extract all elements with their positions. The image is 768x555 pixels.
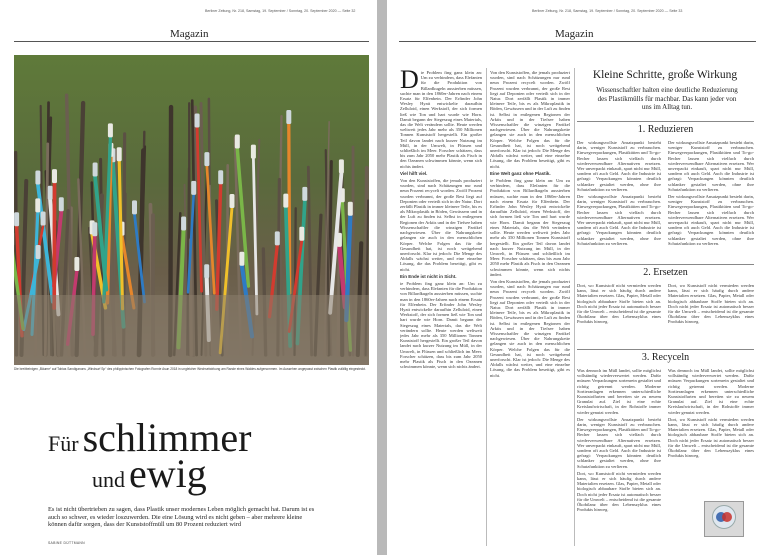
toothbrush-bristles — [275, 231, 280, 245]
left-page — [0, 0, 377, 555]
toothbrush-bristles — [14, 212, 19, 226]
step-1-text-cont: Der wirkungsvollste Ansatzpunkt besteht darin, weniger Kunststoff zu verbrauchen. Einwegverpackungen, Plastiktüten und To-go-Becher lassen sich vielfach durch wiederverwendbare Alternativen ersetzen. Wer unverpackt einkauft, spart nicht nur Müll, sondern oft auch Geld. Auch die Industrie ist gefragt: Verpackungen könnten deutlich schlanker gestaltet werden, ohne ihre Schutzfunktion zu verlieren. — [577, 194, 661, 246]
header-rule — [14, 41, 369, 42]
toothbrush-bristles — [92, 222, 97, 236]
toothbrush-bristles — [283, 194, 288, 208]
article-text-2: Von den Kunststoffen, die jemals produziert wurden, sind nach Schätzungen nur rund neun Prozent recycelt worden. Zwölf Prozent wurden verbrannt, der große Rest liegt auf Deponien oder verteilt sich in der Natur. Dort zerfällt Plastik in immer kleinere Teile, bis es als Mikroplastik in Böden, Gewässern und in der Luft zu finden ist. Selbst in entlegenen Regionen der Arktis und in der Tiefsee haben Wissenschaftler die winzigen Partikel nachgewiesen. Über die Nahrungskette gelangen sie auch in den menschlichen Körper. Welche Folgen das für die Gesundheit hat, ist noch weitgehend unerforscht. Klar ist jedoch: Die Menge des Abfalls wächst weiter, und eine einzelne Lösung, die das Problem beseitigt, gibt es nicht. — [490, 70, 570, 169]
toothbrush-bristles — [286, 110, 291, 124]
promo-badge-icon — [712, 505, 736, 529]
page-folio: Berliner Zeitung, Nr. 218, Samstag, 19. September / Sonntag, 20. September 2020 — Seite 33 — [532, 9, 683, 13]
toothbrush-bristles — [235, 135, 240, 149]
article-text-2c: Von den Kunststoffen, die jemals produziert wurden, sind nach Schätzungen nur rund neun Prozent recycelt worden. Zwölf Prozent wurden verbrannt, der große Rest liegt auf Deponien oder verteilt sich in der Natur. Dort zerfällt Plastik in immer kleinere Teile, bis es als Mikroplastik in Böden, Gewässern und in der Luft zu finden ist. Selbst in entlegenen Regionen der Arktis und in der Tiefsee haben Wissenschaftler die winzigen Partikel nachgewiesen. Über die Nahrungskette gelangen sie auch in den menschlichen Körper. Welche Folgen das für die Gesundheit hat, ist noch weitgehend unerforscht. Klar ist jedoch: Die Menge des Abfalls wächst weiter, und eine einzelne Lösung, die das Problem beseitigt, gibt es nicht. — [490, 278, 570, 378]
step-3-text-cont2: Dort, wo Kunststoff nicht vermieden werden kann, lässt er sich häufig durch andere Materialien ersetzen. Glas, Papier, Metall oder biologisch abbaubare Stoffe bieten sich an. Doch nicht jeder Ersatz ist automatisch besser für die Umwelt – entscheidend ist die gesamte Ökobilanz über den Lebenszyklus eines Produkts hinweg. — [577, 470, 661, 513]
toothbrush-bristles — [204, 264, 209, 278]
toothbrush-bristles — [302, 187, 307, 201]
toothbrush-bristles — [74, 257, 79, 271]
toothbrush-bristles — [41, 212, 46, 226]
article-column-2 — [490, 70, 570, 548]
toothbrush-bristles — [251, 145, 256, 159]
article-text-2b: ie Problem fing ganz klein an: Um zu verhindern, dass Elefanten für die Produktion von Billardkugeln aussterben müssen, suchte man in den 1860er-Jahren nach einem Ersatz für Elfenbein. Der Erfinder John Wesley Hyatt entwickelte daraufhin Zelluloid, einen Werkstoff, der sich formen ließ wie Ton und hart wurde wie Horn. Damit begann der Siegeszug eines Materials, das die Welt verändern sollte. Heute werden weltweit jedes Jahr mehr als 350 Millionen Tonnen Kunststoff hergestellt. Ein großer Teil davon landet nach kurzer Nutzung im Müll, in der Umwelt, in Flüssen und schließlich im Meer. Forscher schätzen, dass bis zum Jahr 2050 mehr Plastik als Fisch in den Ozeanen schwimmen könnte, wenn sich nichts ändert. — [490, 178, 570, 277]
step-2-text: Dort, wo Kunststoff nicht vermieden werden kann, lässt er sich häufig durch andere Materialien ersetzen. Glas, Papier, Metall oder biologisch abbaubare Stoffe bieten sich an. Doch nicht jeder Ersatz ist automatisch besser für die Umwelt – entscheidend ist die gesamte Ökobilanz über den Lebenszyklus eines Produkts hinweg. — [577, 283, 661, 325]
step-3-title: 3. Recyceln — [641, 352, 690, 363]
headline-line-2 — [48, 451, 251, 496]
article-text-1c: ie Problem fing ganz klein an: Um zu verhindern, dass Elefanten für die Produktion von Billardkugeln aussterben müssen, suchte man in den 1860er-Jahren nach einem Ersatz für Elfenbein. Der Erfinder John Wesley Hyatt entwickelte daraufhin Zelluloid, einen Werkstoff, der sich formen ließ wie Ton und hart wurde wie Horn. Damit begann der Siegeszug eines Materials, das die Welt verändern sollte. Heute werden weltweit jedes Jahr mehr als 350 Millionen Tonnen Kunststoff hergestellt. Ein großer Teil davon landet nach kurzer Nutzung im Müll, in der Umwelt, in Flüssen und schließlich im Meer. Forscher schätzen, dass bis zum Jahr 2050 mehr Plastik als Fisch in den Ozeanen schwimmen könnte, wenn sich nichts ändert. — [400, 280, 482, 370]
toothbrush-mangrove-photo — [14, 55, 369, 365]
toothbrush-bristles — [181, 217, 186, 231]
section-title: Magazin — [555, 28, 594, 40]
toothbrush-bristles — [339, 159, 344, 173]
step-2-text-left — [577, 283, 661, 345]
headline — [48, 415, 252, 496]
toothbrush-bristles — [348, 202, 353, 216]
step-3-text-b2: Dort, wo Kunststoff nicht vermieden werden kann, lässt er sich häufig durch andere Materialien ersetzen. Glas, Papier, Metall oder biologisch abbaubare Stoffe bieten sich an. Doch nicht jeder Ersatz ist automatisch besser für die Umwelt – entscheidend ist die gesamte Ökobilanz über den Lebenszyklus eines Produkts hinweg. — [668, 416, 754, 459]
toothbrush-bristles — [93, 163, 98, 177]
page-folio: Berliner Zeitung, Nr. 218, Samstag, 19. September / Sonntag, 20. September 2020 — Seite 32 — [205, 9, 356, 13]
drop-cap: D — [400, 70, 419, 94]
step-1-text-left — [577, 140, 661, 258]
toothbrush-bristles — [132, 200, 137, 214]
step-rule — [577, 264, 754, 265]
headline-word-ewig: ewig — [129, 451, 207, 496]
step-1-title: 1. Reduzieren — [637, 124, 694, 135]
infobox-title: Kleine Schritte, große Wirkung — [592, 69, 738, 81]
article-text-1b: Von den Kunststoffen, die jemals produziert wurden, sind nach Schätzungen nur rund neun Prozent recycelt worden. Zwölf Prozent wurden verbrannt, der große Rest liegt auf Deponien oder verteilt sich in der Natur. Dort zerfällt Plastik in immer kleinere Teile, bis es als Mikroplastik in Böden, Gewässern und in der Luft zu finden ist. Selbst in entlegenen Regionen der Arktis und in der Tiefsee haben Wissenschaftler die winzigen Partikel nachgewiesen. Über die Nahrungskette gelangen sie auch in den menschlichen Körper. Welche Folgen das für die Gesundheit hat, ist noch weitgehend unerforscht. Klar ist jedoch: Die Menge des Abfalls wächst weiter, und eine einzelne Lösung, die das Problem beseitigt, gibt es nicht. — [400, 178, 482, 272]
step-2-text-b: Dort, wo Kunststoff nicht vermieden werden kann, lässt er sich häufig durch andere Materialien ersetzen. Glas, Papier, Metall oder biologisch abbaubare Stoffe bieten sich an. Doch nicht jeder Ersatz ist automatisch besser für die Umwelt – entscheidend ist die gesamte Ökobilanz über den Lebenszyklus eines Produkts hinweg. — [668, 283, 754, 325]
toothbrush-bristles — [52, 169, 57, 183]
headline-word-fuer: Für — [48, 431, 79, 456]
toothbrush-bristles — [48, 186, 53, 200]
headline-word-und: und — [92, 467, 125, 492]
article-column-1 — [400, 70, 482, 548]
step-2-title: 2. Ersetzen — [643, 267, 688, 278]
toothbrush-bristles — [299, 227, 304, 241]
badge-graphic — [713, 506, 735, 528]
article-text-1: ie Problem fing ganz klein an: Um zu verhindern, dass Elefanten für die Produktion von Billardkugeln aussterben müssen, suchte man in den 1860er-Jahren nach einem Ersatz für Elfenbein. Der Erfinder John Wesley Hyatt entwickelte daraufhin Zelluloid, einen Werkstoff, der sich formen ließ wie Ton und hart wurde wie Horn. Damit begann der Siegeszug eines Materials, das die Welt verändern sollte. Heute werden weltweit jedes Jahr mehr als 350 Millionen Tonnen Kunststoff hergestellt. Ein großer Teil davon landet nach kurzer Nutzung im Müll, in der Umwelt, in Flüssen und schließlich im Meer. Forscher schätzen, dass bis zum Jahr 2050 mehr Plastik als Fisch in den Ozeanen schwimmen könnte, wenn sich nichts ändert. — [400, 70, 482, 169]
toothbrush-bristles — [191, 181, 196, 195]
toothbrush-bristles — [108, 123, 113, 137]
photo-caption: Die breitbeinigen „Bäume“ auf Tobias Sandiganons „Windsurf Sp“ des philippinischen Fotografen Ronnie Asun 2018 in ungleicher Wechselwirkung am Rande eines Waldes aufgenommen. Im Aussehen angepasst zwischen Plastik zufällig eingesteckt. — [14, 367, 366, 371]
toothbrush-bristles — [35, 198, 40, 212]
header-rule — [399, 41, 756, 42]
column-divider — [574, 68, 575, 546]
toothbrush-bristles — [239, 252, 244, 266]
section-title: Magazin — [170, 28, 209, 40]
step-1-text: Der wirkungsvollste Ansatzpunkt besteht darin, weniger Kunststoff zu verbrauchen. Einwegverpackungen, Plastiktüten und To-go-Becher lassen sich vielfach durch wiederverwendbare Alternativen ersetzen. Wer unverpackt einkauft, spart nicht nur Müll, sondern oft auch Geld. Auch die Industrie ist gefragt: Verpackungen könnten deutlich schlanker gestaltet werden, ohne ihre Schutzfunktion zu verlieren. — [577, 140, 661, 192]
step-1-text-b2: Der wirkungsvollste Ansatzpunkt besteht darin, weniger Kunststoff zu verbrauchen. Einwegverpackungen, Plastiktüten und To-go-Becher lassen sich vielfach durch wiederverwendbare Alternativen ersetzen. Wer unverpackt einkauft, spart nicht nur Müll, sondern oft auch Geld. Auch die Industrie ist gefragt: Verpackungen könnten deutlich schlanker gestaltet werden, ohne ihre Schutzfunktion zu verlieren. — [668, 194, 754, 246]
step-3-text-b: Was dennoch im Müll landet, sollte möglichst vollständig wiederverwertet werden. Dafür müssen Verpackungen sortenrein gestaltet und richtig getrennt werden. Moderne Sortieranlagen erkennen unterschiedliche Kunststoffarten und bereiten sie zu neuem Granulat auf. Ziel ist eine echte Kreislaufwirtschaft, in der Rohstoffe immer wieder genutzt werden. — [668, 368, 754, 415]
step-3-text-right — [668, 368, 754, 496]
headline-word-schlimmer: schlimmer — [82, 415, 252, 460]
subhead-1: Viel hilft viel. — [400, 170, 428, 176]
infobox-lead: Wissenschaftler halten eine deutliche Reduzierung des Plastikmülls für machbar. Das kann jeder von uns im Alltag tun. — [596, 86, 738, 112]
toothbrush-bristles — [35, 171, 40, 185]
step-2-text-right — [668, 283, 754, 345]
toothbrush-bristles — [117, 147, 122, 161]
step-3-text-cont: Der wirkungsvollste Ansatzpunkt besteht darin, weniger Kunststoff zu verbrauchen. Einwegverpackungen, Plastiktüten und To-go-Becher lassen sich vielfach durch wiederverwendbare Alternativen ersetzen. Wer unverpackt einkauft, spart nicht nur Müll, sondern oft auch Geld. Auch die Industrie ist gefragt: Verpackungen könnten deutlich schlanker gestaltet werden, ohne ihre Schutzfunktion zu verlieren. — [577, 416, 661, 469]
column-divider — [486, 68, 487, 546]
mud-ground — [14, 295, 369, 365]
step-1-text-right — [668, 140, 754, 258]
toothbrush-bristles — [204, 152, 209, 166]
step-rule — [577, 349, 754, 350]
toothbrush-bristles — [230, 194, 235, 208]
toothbrush-bristles — [218, 170, 223, 184]
byline: SABINE DÜTTMANN — [48, 541, 85, 545]
photo-illustration — [14, 55, 369, 365]
subhead-2: Ein Ende ist nicht in Sicht. — [400, 273, 457, 279]
step-1-text-b: Der wirkungsvollste Ansatzpunkt besteht darin, weniger Kunststoff zu verbrauchen. Einwegverpackungen, Plastiktüten und To-go-Becher lassen sich vielfach durch wiederverwendbare Alternativen ersetzen. Wer unverpackt einkauft, spart nicht nur Müll, sondern oft auch Geld. Auch die Industrie ist gefragt: Verpackungen könnten deutlich schlanker gestaltet werden, ohne ihre Schutzfunktion zu verlieren. — [668, 140, 754, 192]
teaser-text: Es ist nicht übertrieben zu sagen, dass Plastik unser modernes Leben möglich gemacht hat. Darum ist es auch so schwer, es wieder loszuwerden. Die eine Lösung wird es nicht geben – aber mehrere kleine können dafür sorgen, dass der Kunststoffmüll um 80 Prozent reduziert wird — [48, 506, 315, 529]
subhead-3: Eine Welt ganz ohne Plastik. — [490, 170, 551, 176]
step-3-text: Was dennoch im Müll landet, sollte möglichst vollständig wiederverwertet werden. Dafür müssen Verpackungen sortenrein gestaltet und richtig getrennt werden. Moderne Sortieranlagen erkennen unterschiedliche Kunststoffarten und bereiten sie zu neuem Granulat auf. Ziel ist eine echte Kreislaufwirtschaft, in der Rohstoffe immer wieder genutzt werden. — [577, 368, 661, 415]
step-rule — [577, 121, 754, 122]
toothbrush-bristles — [36, 245, 41, 259]
toothbrush-bristles — [59, 197, 64, 211]
toothbrush-bristles — [195, 114, 200, 128]
step-3-text-left — [577, 368, 661, 546]
